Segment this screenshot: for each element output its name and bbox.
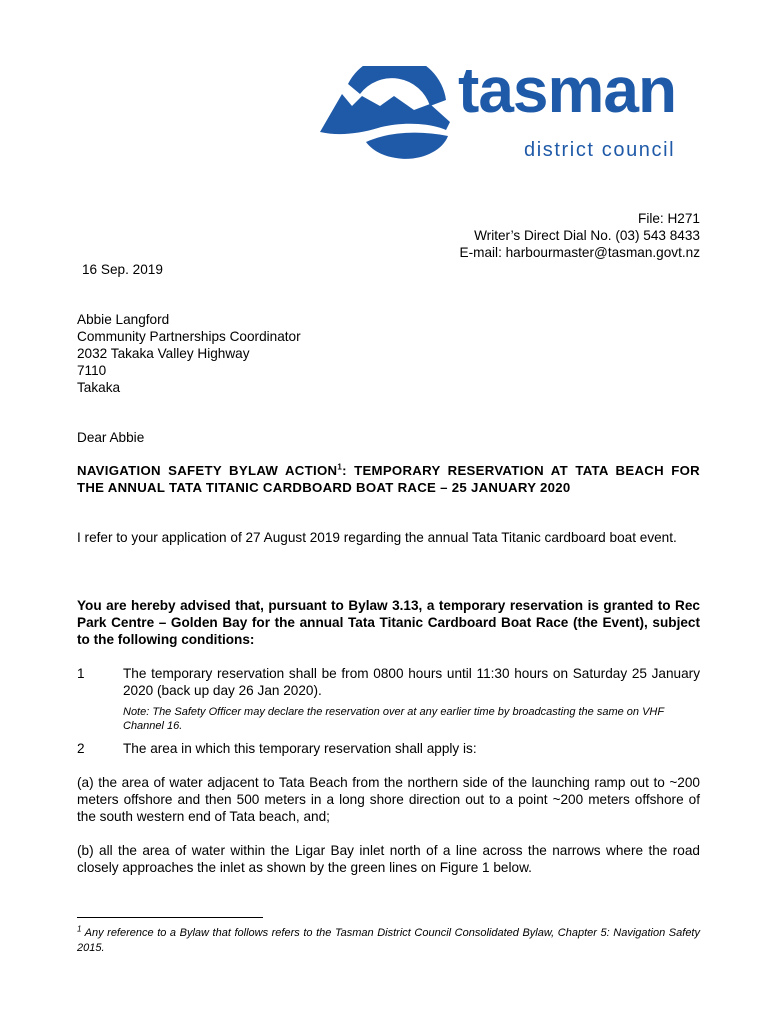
file-reference: File: H271	[638, 211, 700, 226]
email-address: E-mail: harbourmaster@tasman.govt.nz	[459, 245, 700, 260]
intro-paragraph: I refer to your application of 27 August 2019 regarding the annual Tata Titanic cardboard boat event.	[77, 530, 677, 545]
footnote	[77, 926, 700, 956]
condition-1-note: Note: The Safety Officer may declare the reservation over at any earlier time by broadcasting the same on VHF Channel 16.	[123, 706, 664, 732]
letter-date: 16 Sep. 2019	[82, 262, 163, 277]
salutation: Dear Abbie	[77, 430, 145, 445]
brand-name: tasman	[458, 54, 677, 126]
advice-paragraph: You are hereby advised that, pursuant to Bylaw 3.13, a temporary reservation is granted to Rec Park Centre – Golden Bay for the annual Tata Titanic Cardboard Boat Race (the Event), subject to the following conditions:	[77, 598, 700, 647]
mountain-sun-icon	[318, 66, 458, 166]
condition-1-text: The temporary reservation shall be from 0800 hours until 11:30 hours on Saturday 25 January 2020 (back up day 26 Jan 2020).	[123, 666, 700, 698]
condition-1-number: 1	[77, 666, 85, 681]
recipient-town: Takaka	[77, 380, 121, 395]
letter-heading	[77, 462, 700, 496]
recipient-title: Community Partnerships Coordinator	[77, 329, 301, 344]
recipient-name: Abbie Langford	[77, 312, 170, 327]
area-b-paragraph: (b) all the area of water within the Ligar Bay inlet north of a line across the narrows where the road closely approaches the inlet as shown by the green lines on Figure 1 below.	[77, 843, 700, 875]
recipient-street: 2032 Takaka Valley Highway	[77, 346, 250, 361]
recipient-postcode: 7110	[77, 363, 107, 378]
council-logo	[318, 54, 703, 166]
area-a-paragraph: (a) the area of water adjacent to Tata Beach from the northern side of the launching ramp out to ~200 meters offshore and then 500 meters in a long shore direction out to a point ~200 meters offshore of the south western end of Tata beach, and;	[77, 775, 700, 824]
footnote-divider	[77, 917, 263, 918]
heading-part-1: NAVIGATION SAFETY BYLAW ACTION	[77, 463, 338, 478]
condition-2-text: The area in which this temporary reservation shall apply is:	[123, 741, 477, 756]
brand-subtitle: district council	[524, 139, 676, 161]
recipient-address	[77, 311, 301, 396]
heading-part-2: : TEMPORARY RESERVATION AT TATA BEACH FOR THE ANNUAL TATA TITANIC CARDBOARD BOAT RACE – 25 JANUARY 2020	[77, 463, 700, 495]
file-details	[460, 210, 700, 261]
footnote-marker: 1	[77, 924, 82, 934]
footnote-reference: 1	[337, 462, 343, 472]
condition-2-number: 2	[77, 741, 85, 756]
direct-dial: Writer’s Direct Dial No. (03) 543 8433	[474, 228, 700, 243]
footnote-text: Any reference to a Bylaw that follows refers to the Tasman District Council Consolidated Bylaw, Chapter 5: Navigation Safety 2015.	[77, 927, 700, 954]
